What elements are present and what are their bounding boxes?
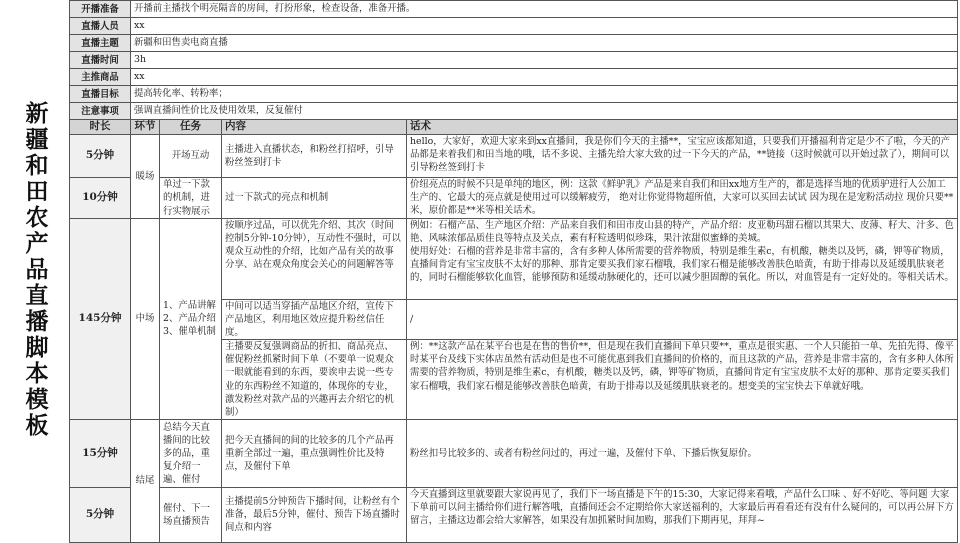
table-row — [70, 135, 958, 178]
info-value: 提高转化率、转粉率； — [131, 86, 958, 103]
info-label: 注意事项 — [70, 103, 131, 120]
info-row — [70, 103, 958, 120]
info-label: 直播目标 — [70, 86, 131, 103]
info-value: 3h — [131, 52, 958, 69]
header-duration: 时长 — [70, 120, 131, 135]
info-label: 开播准备 — [70, 1, 131, 18]
table-row — [70, 419, 958, 487]
header-section: 环节 — [131, 120, 160, 135]
table-header-row — [70, 120, 958, 135]
page-title: 新疆和田农产品直播脚本模板 — [21, 101, 48, 439]
info-label: 直播时间 — [70, 52, 131, 69]
task-cell: 1、产品讲解 2、产品介绍 3、催单机制 — [160, 219, 222, 420]
info-value: xx — [131, 69, 958, 86]
info-value: xx — [131, 18, 958, 35]
duration-cell: 5分钟 — [70, 135, 131, 178]
info-value: 开播前主播找个明亮隔音的房间，打扮形象，检查设备，准备开播。 — [131, 1, 958, 18]
script-cell: / — [407, 300, 958, 340]
info-value: 强调直播间性价比及使用效果，反复催付 — [131, 103, 958, 120]
content-cell: 把今天直播间的间的比较多的几个产品再重新全部过一遍，重点强调性价比及特点，及催付下单 — [222, 419, 407, 487]
info-row — [70, 86, 958, 103]
script-cell: 今天直播到这里就要跟大家说再见了，我们下一场直播是下午的15:30，大家记得来看哦，产品什么口味 、好不好吃、等问题 大家下单前可以问主播给你们进行解答哦，直播间还会不定期给你大家送福利的，大家最后再看看还有没有什么疑问的，可以再公屏下方留言，主播这边都会给大家解答，如果没有加抓紧时间加购，那我们下期再见，拜拜~ — [407, 487, 958, 542]
table-row — [70, 178, 958, 219]
info-label: 直播人员 — [70, 18, 131, 35]
duration-cell: 15分钟 — [70, 419, 131, 487]
info-row — [70, 1, 958, 18]
task-cell: 开场互动 — [160, 135, 222, 178]
side-title-panel — [0, 0, 68, 540]
script-cell: hello，大家好，欢迎大家来到xx直播间，我是你们今天的主播**，宝宝应该都知道，只要我们开播福利肯定是少不了啦，今天的产品都是来着我们和田当地的哦，话不多说、主播先给大家大致的过一下今天的产品，**链接（这时候就可以开始过款了），期间可以引导粉丝签到打卡 — [407, 135, 958, 178]
content-cell: 过一下款式的亮点和机制 — [222, 178, 407, 219]
script-cell: 例如：石榴产品、生产地区介绍：产品来自我们和田市皮山县的特产，产品介绍：皮亚勒玛甜石榴以其果大、皮薄、籽大、汁多、色艳、风味浓郁品质佳良等特点及关点，素有籽粒透明似珍珠，果汁浓甜似蜜蜂的美城。 使用好处：石榴的营养是非常丰富的，含有多种人体所需要的营养物质，特别是维生素c，有机酸，糖类以及钙，磷，钾等矿物质，直播间肯定有宝宝皮肤不太好的那种、那肯定要买我们家石榴哦，我们家石榴是能够改善肤色暗黄，有助于排毒以及延缓肌肤衰老的，同时石榴能够软化血管，能够预防和延缓动脉硬化的，还可以减少胆固醇的氧化。所以，对血管是有一定好处的。等相关话术。 — [407, 219, 958, 300]
duration-cell: 145分钟 — [70, 219, 131, 420]
info-value: 新疆和田售卖电商直播 — [131, 35, 958, 52]
info-row — [70, 52, 958, 69]
section-cell: 中场 — [131, 219, 160, 420]
duration-cell: 10分钟 — [70, 178, 131, 219]
section-cell: 暖场 — [131, 135, 160, 219]
header-content: 内容 — [222, 120, 407, 135]
content-cell: 主播进入直播状态，和粉丝打招呼，引导粉丝签到打卡 — [222, 135, 407, 178]
table-row — [70, 487, 958, 542]
script-cell: 例：**这款产品在某平台也是在售的售价**，但是现在我们直播间下单只要**，重点是很实惠、一个人只能拍一单、先拍先得、像平时某平台及线下实体店虽然有活动但是也不可能优惠到我们直播间的价格的，而且这款的产品，营养是非常丰富的，含有多种人体所需要的营养物质，特别是维生素c，有机酸，糖类以及钙，磷，钾等矿物质，直播间肯定有宝宝皮肤不太好的那种、那肯定要买我们家石榴哦，我们家石榴是能够改善肤色暗黄，有助于排毒以及延缓肌肤衰老的。想变美的宝宝快去下单就好哦。 — [407, 340, 958, 420]
info-row — [70, 35, 958, 52]
task-cell: 总结今天直播间的比较多的品，重复介绍一遍、催付 — [160, 419, 222, 487]
script-cell: 价纽亮点的时候不只是单纯的地区，例：这款《鲜驴乳》产品是来自我们和田xx地方生产的，都是选择当地的优质驴进行人公加工生产的、它最大的亮点就是使用过可以缓解疲劳， 绝对让你觉得物超所值，大家可以买回去试试 因为现在是宠粉活动拉 现价只要**米，原价都是**米等相关话术。 — [407, 178, 958, 219]
content-cell: 主播要反复强调商品的折扣、商品亮点、催促粉丝抓紧时间下单（不要单一说观众一眼就能看到的东西，要诶申去说一些专业的东西粉丝不知道的，体现你的专业，激发粉丝对款产品的兴趣再去介绍它的机制） — [222, 340, 407, 420]
info-label: 主推商品 — [70, 69, 131, 86]
table-row — [70, 219, 958, 300]
content-cell: 按顺序过品，可以优先介绍、其次（时间控制5分钟-10分钟），互动性不强时，可以观众互动性的介绍，比如产品有关的故事分享、站在观众角度会关心的问题解答等 — [222, 219, 407, 300]
info-label: 直播主题 — [70, 35, 131, 52]
section-cell: 结尾 — [131, 419, 160, 542]
info-row — [70, 18, 958, 35]
duration-cell: 5分钟 — [70, 487, 131, 542]
script-cell: 粉丝扣号比较多的、或者有粉丝问过的，再过一遍，及催付下单、下播后恢复原价。 — [407, 419, 958, 487]
script-table — [69, 0, 958, 543]
content-cell: 中间可以适当穿插产品地区介绍，宣传下产品地区，利用地区效应提升粉丝信任度。 — [222, 300, 407, 340]
content-cell: 主播提前5分钟预告下播时间，让粉丝有个准备，最后5分钟，催付、预告下场直播时间点和内容 — [222, 487, 407, 542]
header-script: 话术 — [407, 120, 958, 135]
task-cell: 催付、下一场直播预告 — [160, 487, 222, 542]
header-task: 任务 — [160, 120, 222, 135]
info-row — [70, 69, 958, 86]
task-cell: 单过一下款的机制，进行实物展示 — [160, 178, 222, 219]
